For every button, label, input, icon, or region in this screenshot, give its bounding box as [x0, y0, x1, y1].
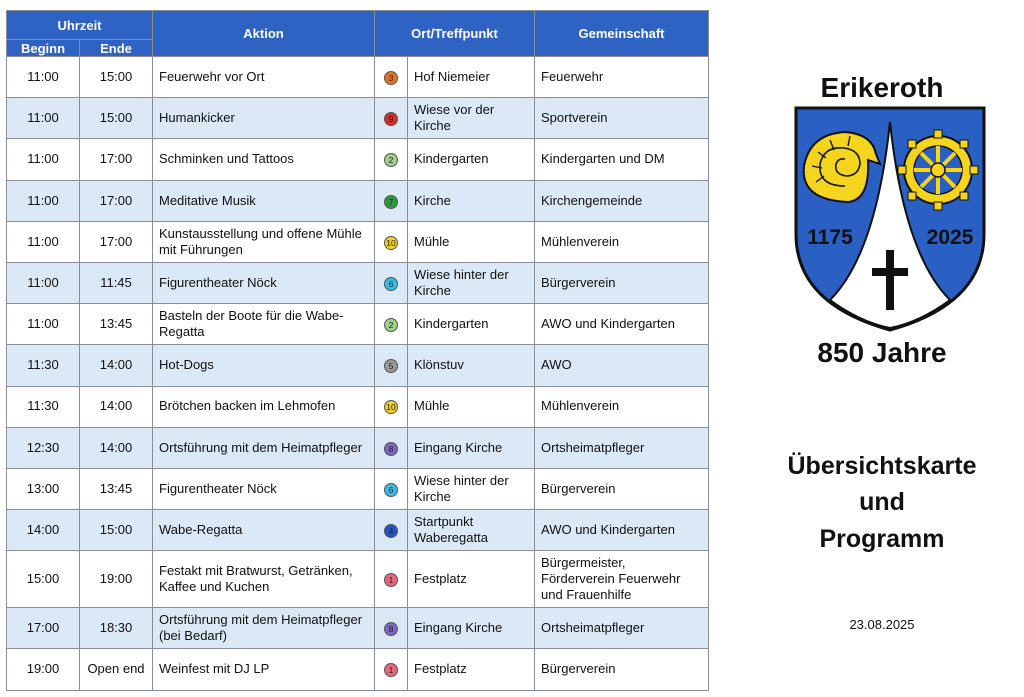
- community-cell: AWO: [535, 345, 709, 386]
- begin-cell: 13:00: [7, 468, 80, 509]
- action-cell: Kunstausstellung und offene Mühle mit Führungen: [153, 221, 375, 262]
- end-cell: 13:45: [80, 468, 153, 509]
- table-row: [7, 180, 709, 221]
- place-cell: Hof Niemeier: [408, 57, 535, 98]
- table-row: [7, 468, 709, 509]
- table-row: [7, 304, 709, 345]
- sidebar: [740, 0, 1024, 697]
- location-marker-icon: 1: [384, 573, 398, 587]
- action-cell: Festakt mit Bratwurst, Getränken, Kaffee und Kuchen: [153, 551, 375, 608]
- marker-cell: [375, 304, 408, 345]
- begin-cell: 17:00: [7, 608, 80, 649]
- begin-cell: 11:30: [7, 386, 80, 427]
- community-cell: Feuerwehr: [535, 57, 709, 98]
- place-cell: Wiese hinter der Kirche: [408, 262, 535, 303]
- action-cell: Meditative Musik: [153, 180, 375, 221]
- location-marker-icon: 1: [384, 663, 398, 677]
- community-cell: Mühlenverein: [535, 221, 709, 262]
- program-table: [6, 10, 709, 691]
- table-row: [7, 139, 709, 180]
- community-cell: Ortsheimatpfleger: [535, 427, 709, 468]
- end-cell: 19:00: [80, 551, 153, 608]
- village-name: Erikeroth: [820, 72, 944, 103]
- place-cell: Mühle: [408, 386, 535, 427]
- end-cell: 15:00: [80, 510, 153, 551]
- begin-cell: 11:30: [7, 345, 80, 386]
- action-cell: Hot-Dogs: [153, 345, 375, 386]
- marker-cell: [375, 608, 408, 649]
- location-marker-icon: 4: [384, 524, 398, 538]
- community-cell: AWO und Kindergarten: [535, 304, 709, 345]
- end-cell: 14:00: [80, 386, 153, 427]
- end-cell: 18:30: [80, 608, 153, 649]
- header-end: Ende: [80, 40, 153, 57]
- place-cell: Mühle: [408, 221, 535, 262]
- action-cell: Figurentheater Nöck: [153, 468, 375, 509]
- table-row: [7, 427, 709, 468]
- action-cell: Ortsführung mit dem Heimatpfleger: [153, 427, 375, 468]
- location-marker-icon: 9: [384, 112, 398, 126]
- action-cell: Figurentheater Nöck: [153, 262, 375, 303]
- place-cell: Festplatz: [408, 551, 535, 608]
- marker-cell: [375, 221, 408, 262]
- place-cell: Wiese vor der Kirche: [408, 98, 535, 139]
- table-row: [7, 510, 709, 551]
- heading-line: und: [859, 488, 905, 517]
- location-marker-icon: 7: [384, 195, 398, 209]
- action-cell: Basteln der Boote für die Wabe-Regatta: [153, 304, 375, 345]
- location-marker-icon: 5: [384, 359, 398, 373]
- begin-cell: 11:00: [7, 221, 80, 262]
- location-marker-icon: 8: [384, 622, 398, 636]
- header-community: Gemeinschaft: [535, 11, 709, 57]
- action-cell: Humankicker: [153, 98, 375, 139]
- community-cell: Ortsheimatpfleger: [535, 608, 709, 649]
- begin-cell: 11:00: [7, 180, 80, 221]
- end-cell: 13:45: [80, 304, 153, 345]
- community-cell: Bürgerverein: [535, 649, 709, 690]
- marker-cell: [375, 262, 408, 303]
- place-cell: Eingang Kirche: [408, 427, 535, 468]
- begin-cell: 11:00: [7, 98, 80, 139]
- end-cell: 17:00: [80, 180, 153, 221]
- action-cell: Feuerwehr vor Ort: [153, 57, 375, 98]
- end-cell: 14:00: [80, 345, 153, 386]
- coat-of-arms: [790, 104, 990, 334]
- location-marker-icon: 2: [384, 153, 398, 167]
- community-cell: Kirchengemeinde: [535, 180, 709, 221]
- header-action: Aktion: [153, 11, 375, 57]
- place-cell: Kindergarten: [408, 304, 535, 345]
- header-time: Uhrzeit: [7, 11, 153, 40]
- marker-cell: [375, 98, 408, 139]
- location-marker-icon: 6: [384, 483, 398, 497]
- event-date: 23.08.2025: [849, 617, 915, 632]
- location-marker-icon: 3: [384, 71, 398, 85]
- place-cell: Kindergarten: [408, 139, 535, 180]
- community-cell: Bürgerverein: [535, 468, 709, 509]
- end-cell: 14:00: [80, 427, 153, 468]
- action-cell: Weinfest mit DJ LP: [153, 649, 375, 690]
- location-marker-icon: 10: [384, 400, 398, 414]
- end-cell: 15:00: [80, 98, 153, 139]
- wheel-icon: [898, 130, 978, 210]
- begin-cell: 11:00: [7, 139, 80, 180]
- end-cell: Open end: [80, 649, 153, 690]
- community-cell: Mühlenverein: [535, 386, 709, 427]
- table-row: [7, 649, 709, 690]
- table-row: [7, 345, 709, 386]
- end-cell: 11:45: [80, 262, 153, 303]
- end-cell: 15:00: [80, 57, 153, 98]
- table-row: [7, 386, 709, 427]
- header-place: Ort/Treffpunkt: [375, 11, 535, 57]
- marker-cell: [375, 386, 408, 427]
- marker-cell: [375, 345, 408, 386]
- marker-cell: [375, 510, 408, 551]
- action-cell: Brötchen backen im Lehmofen: [153, 386, 375, 427]
- heading-line: Programm: [819, 524, 945, 553]
- community-cell: AWO und Kindergarten: [535, 510, 709, 551]
- begin-cell: 12:30: [7, 427, 80, 468]
- marker-cell: [375, 180, 408, 221]
- end-cell: 17:00: [80, 139, 153, 180]
- table-row: [7, 57, 709, 98]
- header-begin: Beginn: [7, 40, 80, 57]
- location-marker-icon: 10: [384, 236, 398, 250]
- place-cell: Wiese hinter der Kirche: [408, 468, 535, 509]
- table-row: [7, 98, 709, 139]
- document-heading: [740, 448, 1024, 557]
- year-left: 1175: [807, 226, 853, 249]
- begin-cell: 11:00: [7, 262, 80, 303]
- begin-cell: 14:00: [7, 510, 80, 551]
- table-row: [7, 608, 709, 649]
- place-cell: Klönstuv: [408, 345, 535, 386]
- begin-cell: 19:00: [7, 649, 80, 690]
- table-row: [7, 221, 709, 262]
- community-cell: Kindergarten und DM: [535, 139, 709, 180]
- community-cell: Sportverein: [535, 98, 709, 139]
- begin-cell: 11:00: [7, 304, 80, 345]
- location-marker-icon: 2: [384, 318, 398, 332]
- table-row: [7, 262, 709, 303]
- marker-cell: [375, 427, 408, 468]
- action-cell: Schminken und Tattoos: [153, 139, 375, 180]
- marker-cell: [375, 468, 408, 509]
- community-cell: Bürgerverein: [535, 262, 709, 303]
- community-cell: Bürgermeister, Förderverein Feuerwehr und Frauenhilfe: [535, 551, 709, 608]
- action-cell: Ortsführung mit dem Heimatpfleger (bei Bedarf): [153, 608, 375, 649]
- marker-cell: [375, 139, 408, 180]
- place-cell: Festplatz: [408, 649, 535, 690]
- place-cell: Kirche: [408, 180, 535, 221]
- year-right: 2025: [926, 226, 974, 249]
- action-cell: Wabe-Regatta: [153, 510, 375, 551]
- end-cell: 17:00: [80, 221, 153, 262]
- anniversary-label: 850 Jahre: [817, 337, 947, 368]
- table-row: [7, 551, 709, 608]
- begin-cell: 11:00: [7, 57, 80, 98]
- location-marker-icon: 6: [384, 277, 398, 291]
- heading-line: Übersichtskarte: [787, 452, 977, 480]
- marker-cell: [375, 649, 408, 690]
- location-marker-icon: 8: [384, 442, 398, 456]
- place-cell: Eingang Kirche: [408, 608, 535, 649]
- begin-cell: 15:00: [7, 551, 80, 608]
- marker-cell: [375, 551, 408, 608]
- place-cell: Startpunkt Waberegatta: [408, 510, 535, 551]
- marker-cell: [375, 57, 408, 98]
